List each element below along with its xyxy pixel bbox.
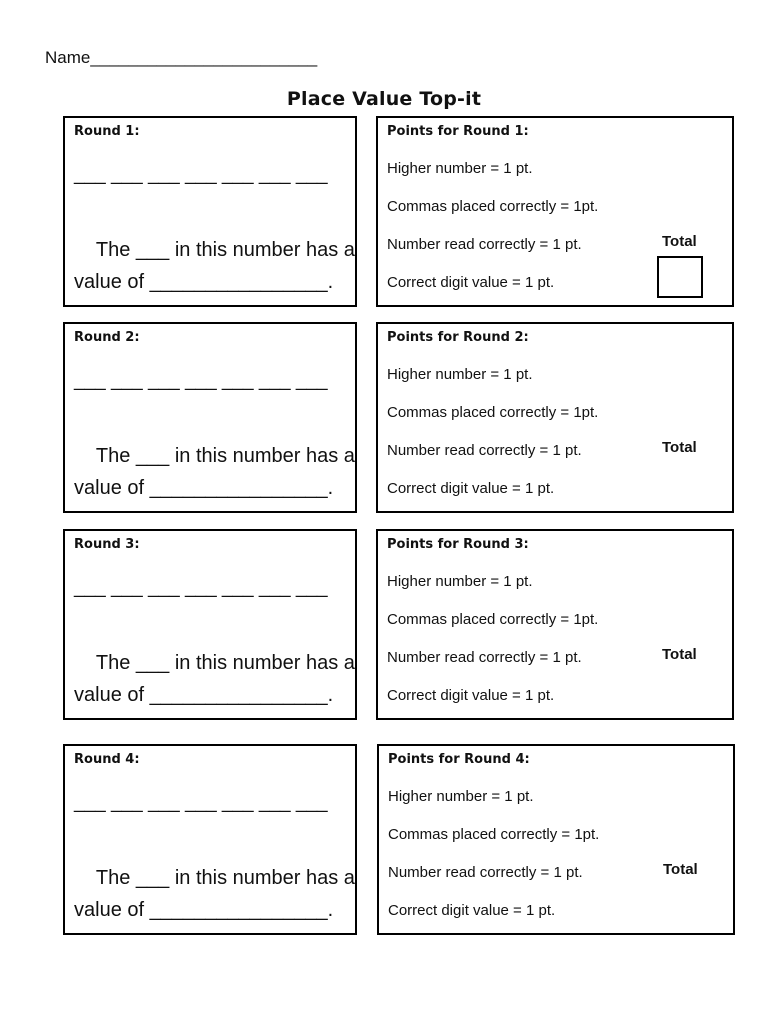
points-line: Higher number = 1 pt. <box>387 573 533 590</box>
round-2-points-heading: Points for Round 2: <box>387 330 529 345</box>
points-line: Correct digit value = 1 pt. <box>387 274 555 291</box>
round-1-heading: Round 1: <box>74 124 140 139</box>
points-line: Correct digit value = 1 pt. <box>387 687 555 704</box>
round-4-sentence[interactable] <box>74 830 355 958</box>
round-2-total-label: Total <box>662 439 697 456</box>
round-1-sentence-line1: The ___ in this number has a <box>95 239 355 261</box>
points-line: Higher number = 1 pt. <box>387 160 533 177</box>
round-1-total-box[interactable] <box>657 256 703 298</box>
round-4-sentence-line1: The ___ in this number has a <box>95 867 355 889</box>
round-4-points-heading: Points for Round 4: <box>388 752 530 767</box>
round-3-sentence-line1: The ___ in this number has a <box>95 652 355 674</box>
round-2-sentence-line1: The ___ in this number has a <box>95 445 355 467</box>
points-line: Commas placed correctly = 1pt. <box>387 611 599 628</box>
points-line: Number read correctly = 1 pt. <box>387 236 582 253</box>
round-1-digit-blanks[interactable]: ___ ___ ___ ___ ___ ___ ___ <box>74 164 328 185</box>
round-2-heading: Round 2: <box>74 330 140 345</box>
round-2-points-box <box>376 322 734 513</box>
points-line: Number read correctly = 1 pt. <box>387 649 582 666</box>
round-1-box <box>63 116 357 307</box>
round-1-points-box <box>376 116 734 307</box>
round-3-box <box>63 529 357 720</box>
round-3-total-label: Total <box>662 646 697 663</box>
round-4-heading: Round 4: <box>74 752 140 767</box>
round-4-sentence-line2: value of ________________. <box>74 899 334 921</box>
round-4-digit-blanks[interactable]: ___ ___ ___ ___ ___ ___ ___ <box>74 792 328 813</box>
points-line: Higher number = 1 pt. <box>387 366 533 383</box>
points-line: Correct digit value = 1 pt. <box>387 480 555 497</box>
round-3-digit-blanks[interactable]: ___ ___ ___ ___ ___ ___ ___ <box>74 577 328 598</box>
points-line: Number read correctly = 1 pt. <box>387 442 582 459</box>
points-line: Correct digit value = 1 pt. <box>388 902 556 919</box>
round-1-total-label: Total <box>662 233 697 250</box>
page-title: Place Value Top-it <box>286 88 482 110</box>
round-3-sentence-line2: value of ________________. <box>74 684 334 706</box>
round-4-total-label: Total <box>663 861 698 878</box>
points-line: Commas placed correctly = 1pt. <box>387 198 599 215</box>
round-3-points-box <box>376 529 734 720</box>
name-field[interactable]: Name________________________ <box>45 48 318 67</box>
points-line: Commas placed correctly = 1pt. <box>388 826 600 843</box>
round-1-sentence[interactable] <box>74 202 355 330</box>
round-2-box <box>63 322 357 513</box>
points-line: Higher number = 1 pt. <box>388 788 534 805</box>
round-1-sentence-line2: value of ________________. <box>74 271 334 293</box>
round-2-sentence-line2: value of ________________. <box>74 477 334 499</box>
round-1-points-heading: Points for Round 1: <box>387 124 529 139</box>
points-line: Commas placed correctly = 1pt. <box>387 404 599 421</box>
round-2-digit-blanks[interactable]: ___ ___ ___ ___ ___ ___ ___ <box>74 370 328 391</box>
points-line: Number read correctly = 1 pt. <box>388 864 583 881</box>
round-3-sentence[interactable] <box>74 615 355 743</box>
round-3-points-heading: Points for Round 3: <box>387 537 529 552</box>
round-2-sentence[interactable] <box>74 408 355 536</box>
round-4-box <box>63 744 357 935</box>
round-4-points-box <box>377 744 735 935</box>
round-3-heading: Round 3: <box>74 537 140 552</box>
